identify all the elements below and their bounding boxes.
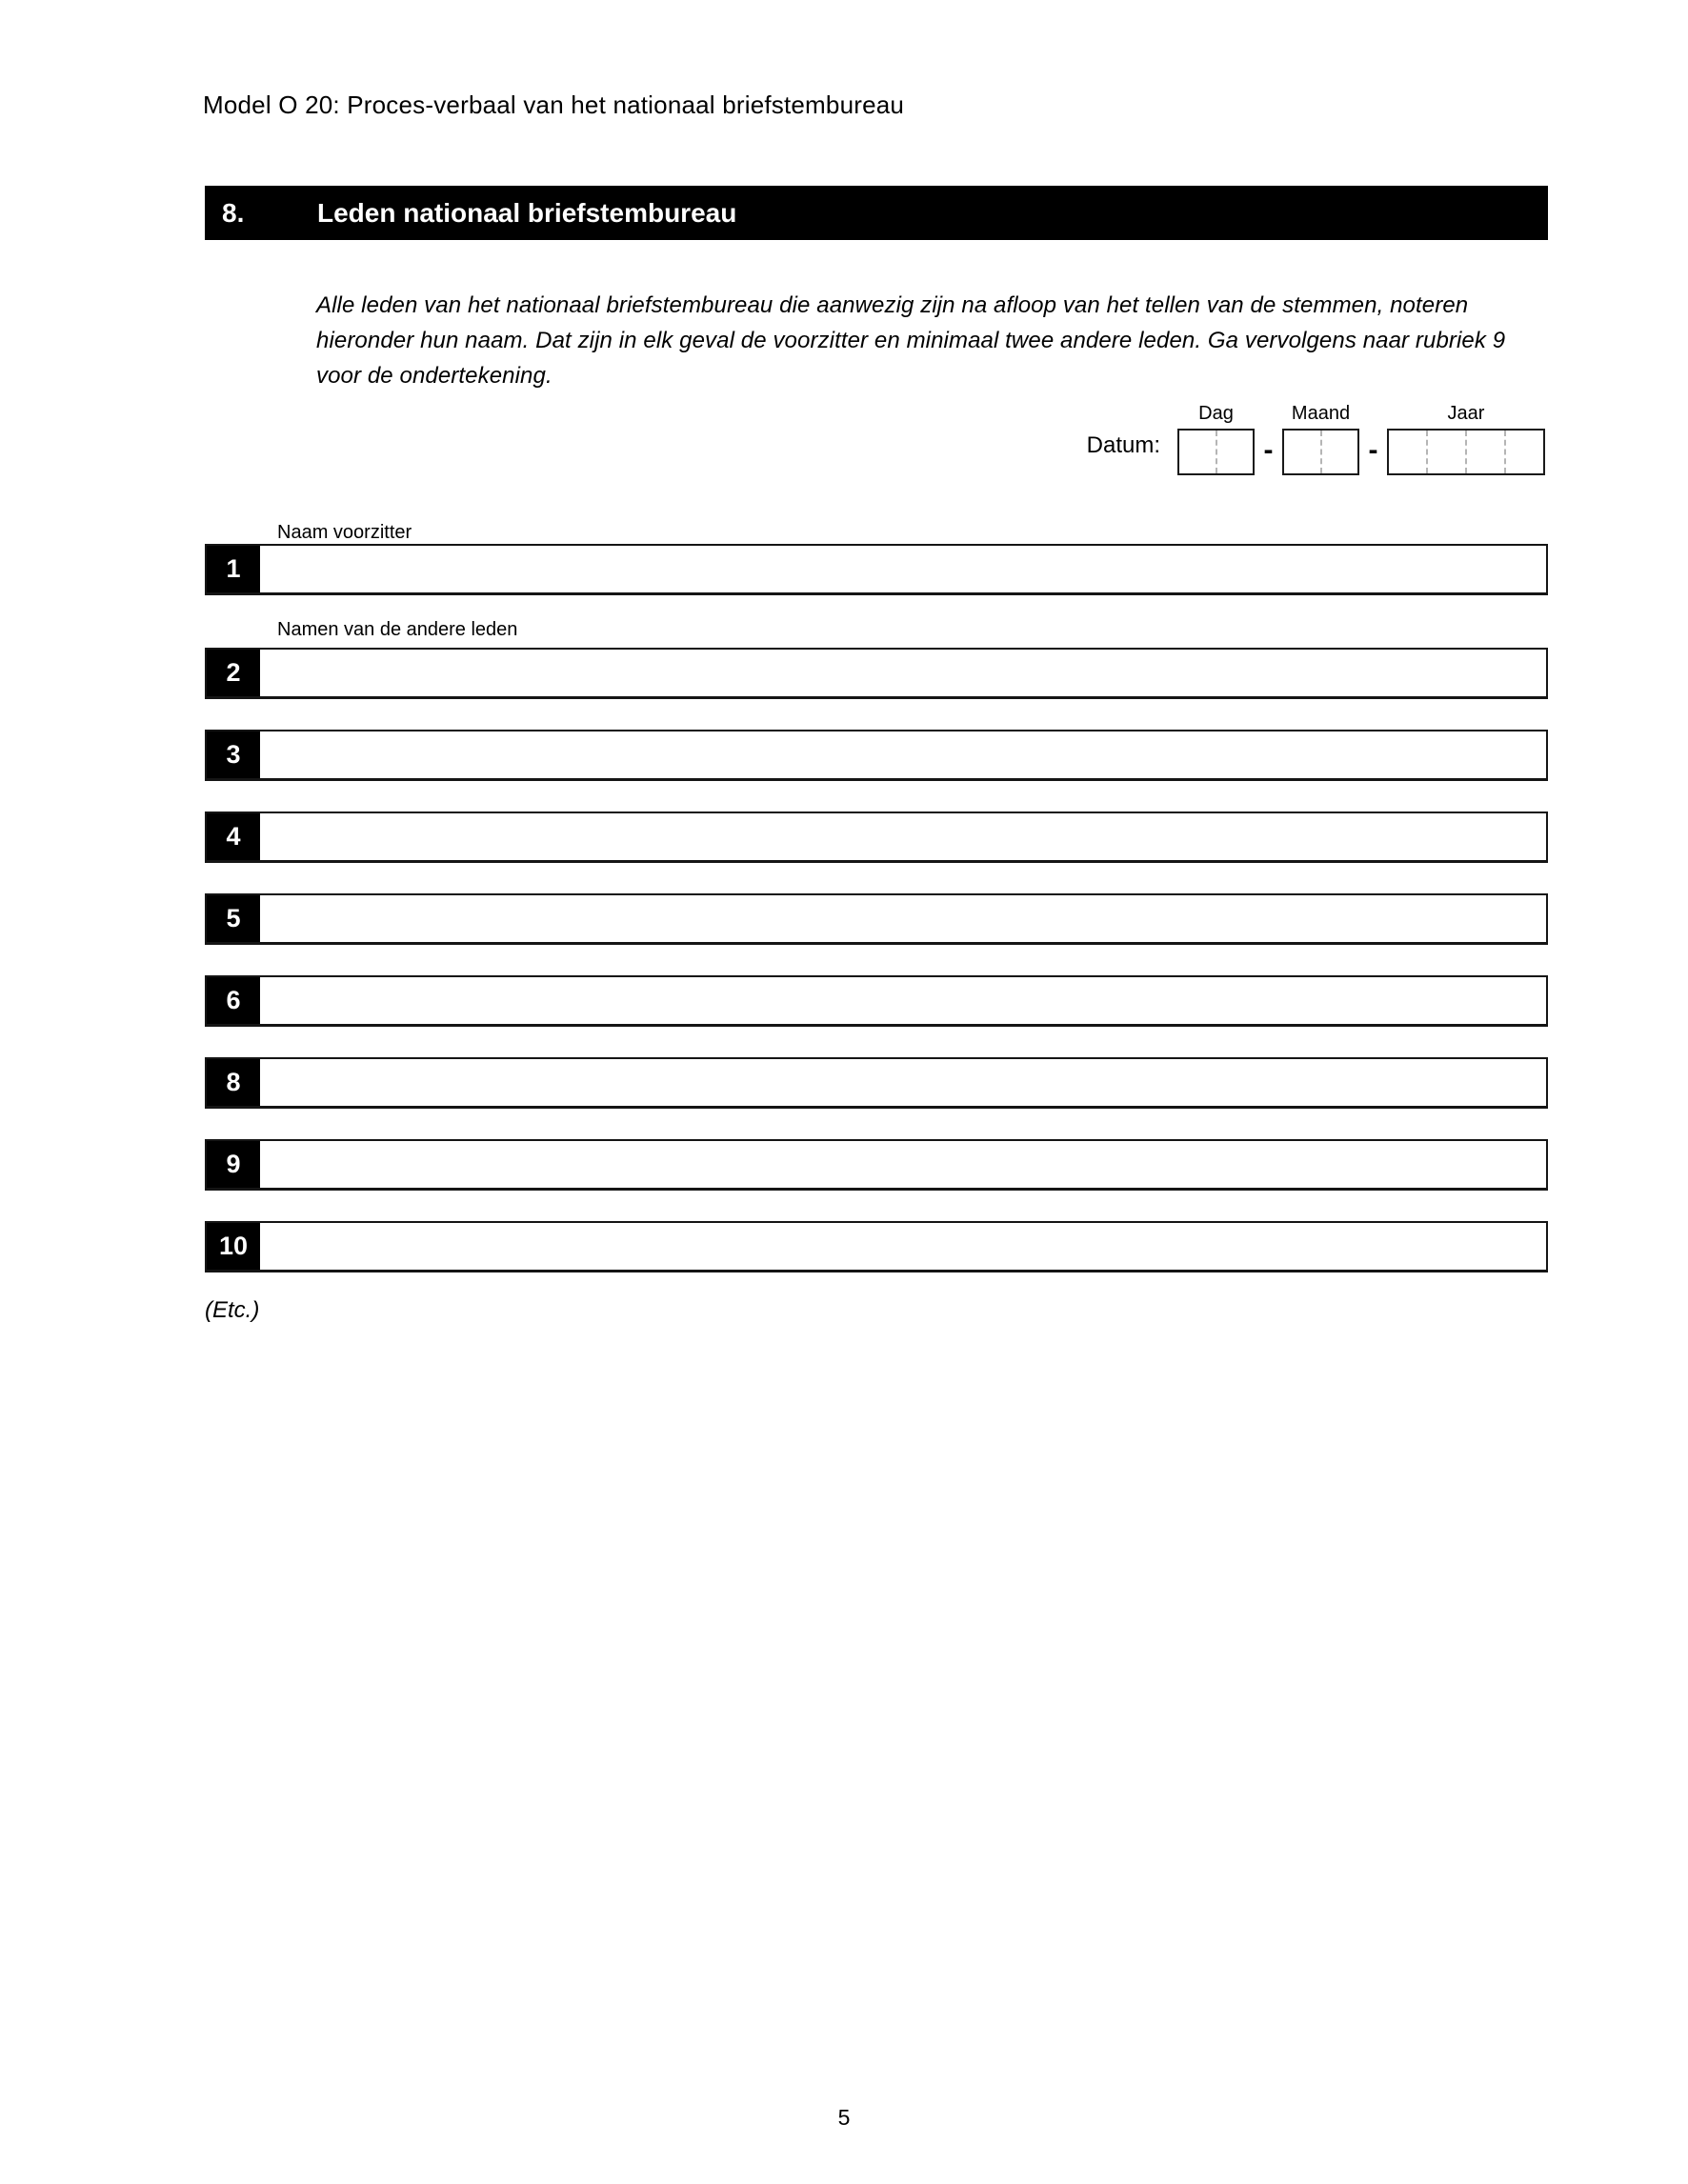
- date-day-label: Dag: [1198, 403, 1234, 424]
- member-name-field[interactable]: [260, 546, 1546, 592]
- section-number: 8.: [222, 197, 245, 228]
- member-row-number: 2: [207, 650, 260, 696]
- member-row: [205, 1057, 1548, 1109]
- date-year-cell[interactable]: [1389, 431, 1428, 473]
- date-day-input[interactable]: [1177, 429, 1255, 475]
- member-name-field[interactable]: [260, 1141, 1546, 1188]
- date-month-group: [1282, 402, 1359, 475]
- member-row-number: 1: [207, 546, 260, 592]
- page-number: 5: [837, 2105, 851, 2130]
- date-separator: -: [1368, 434, 1378, 466]
- member-row: [205, 544, 1548, 595]
- section-header-bar: [205, 186, 1548, 240]
- date-year-group: [1387, 402, 1545, 475]
- member-row-number: 5: [207, 895, 260, 942]
- date-year-cell[interactable]: [1428, 431, 1467, 473]
- date-month-cell[interactable]: [1322, 431, 1358, 473]
- member-row: [205, 1139, 1548, 1191]
- other-members-label: Namen van de andere leden: [277, 619, 518, 640]
- section-title: Leden nationaal briefstembureau: [317, 197, 737, 228]
- member-row-number: 8: [207, 1059, 260, 1106]
- date-day-cell[interactable]: [1217, 431, 1254, 473]
- member-row-number: 4: [207, 813, 260, 860]
- member-name-field[interactable]: [260, 1059, 1546, 1106]
- member-row: [205, 730, 1548, 781]
- member-row: [205, 975, 1548, 1027]
- date-month-cell[interactable]: [1284, 431, 1322, 473]
- member-row-number: 9: [207, 1141, 260, 1188]
- date-month-input[interactable]: [1282, 429, 1359, 475]
- date-label: Datum:: [1086, 432, 1160, 458]
- date-day-cell[interactable]: [1179, 431, 1217, 473]
- date-separator: -: [1263, 434, 1274, 466]
- member-row: [205, 1221, 1548, 1272]
- chairman-label: Naam voorzitter: [277, 522, 412, 543]
- date-month-label: Maand: [1291, 403, 1351, 424]
- member-row-number: 10: [207, 1223, 260, 1270]
- member-row-number: 6: [207, 977, 260, 1024]
- member-name-field[interactable]: [260, 1223, 1546, 1270]
- member-row: [205, 893, 1548, 945]
- member-name-field[interactable]: [260, 731, 1546, 778]
- member-name-field[interactable]: [260, 977, 1546, 1024]
- member-name-field[interactable]: [260, 813, 1546, 860]
- date-day-group: [1177, 402, 1255, 475]
- member-row: [205, 648, 1548, 699]
- date-year-cell[interactable]: [1467, 431, 1506, 473]
- date-year-cell[interactable]: [1506, 431, 1543, 473]
- member-row-number: 3: [207, 731, 260, 778]
- member-name-field[interactable]: [260, 650, 1546, 696]
- section-instructions: Alle leden van het nationaal briefstembureau die aanwezig zijn na afloop van het tellen van de stemmen, noteren hieronder hun naam. Dat zijn in elk geval de voorzitter en minimaal twee andere leden. Ga vervolgens naar rubriek 9 voor de ondertekening.: [316, 292, 1506, 389]
- etc-label: (Etc.): [205, 1297, 260, 1323]
- member-row: [205, 811, 1548, 863]
- doc-title: Model O 20: Proces-verbaal van het nationaal briefstembureau: [203, 90, 905, 119]
- member-name-field[interactable]: [260, 895, 1546, 942]
- date-year-input[interactable]: [1387, 429, 1545, 475]
- date-year-label: Jaar: [1447, 403, 1485, 424]
